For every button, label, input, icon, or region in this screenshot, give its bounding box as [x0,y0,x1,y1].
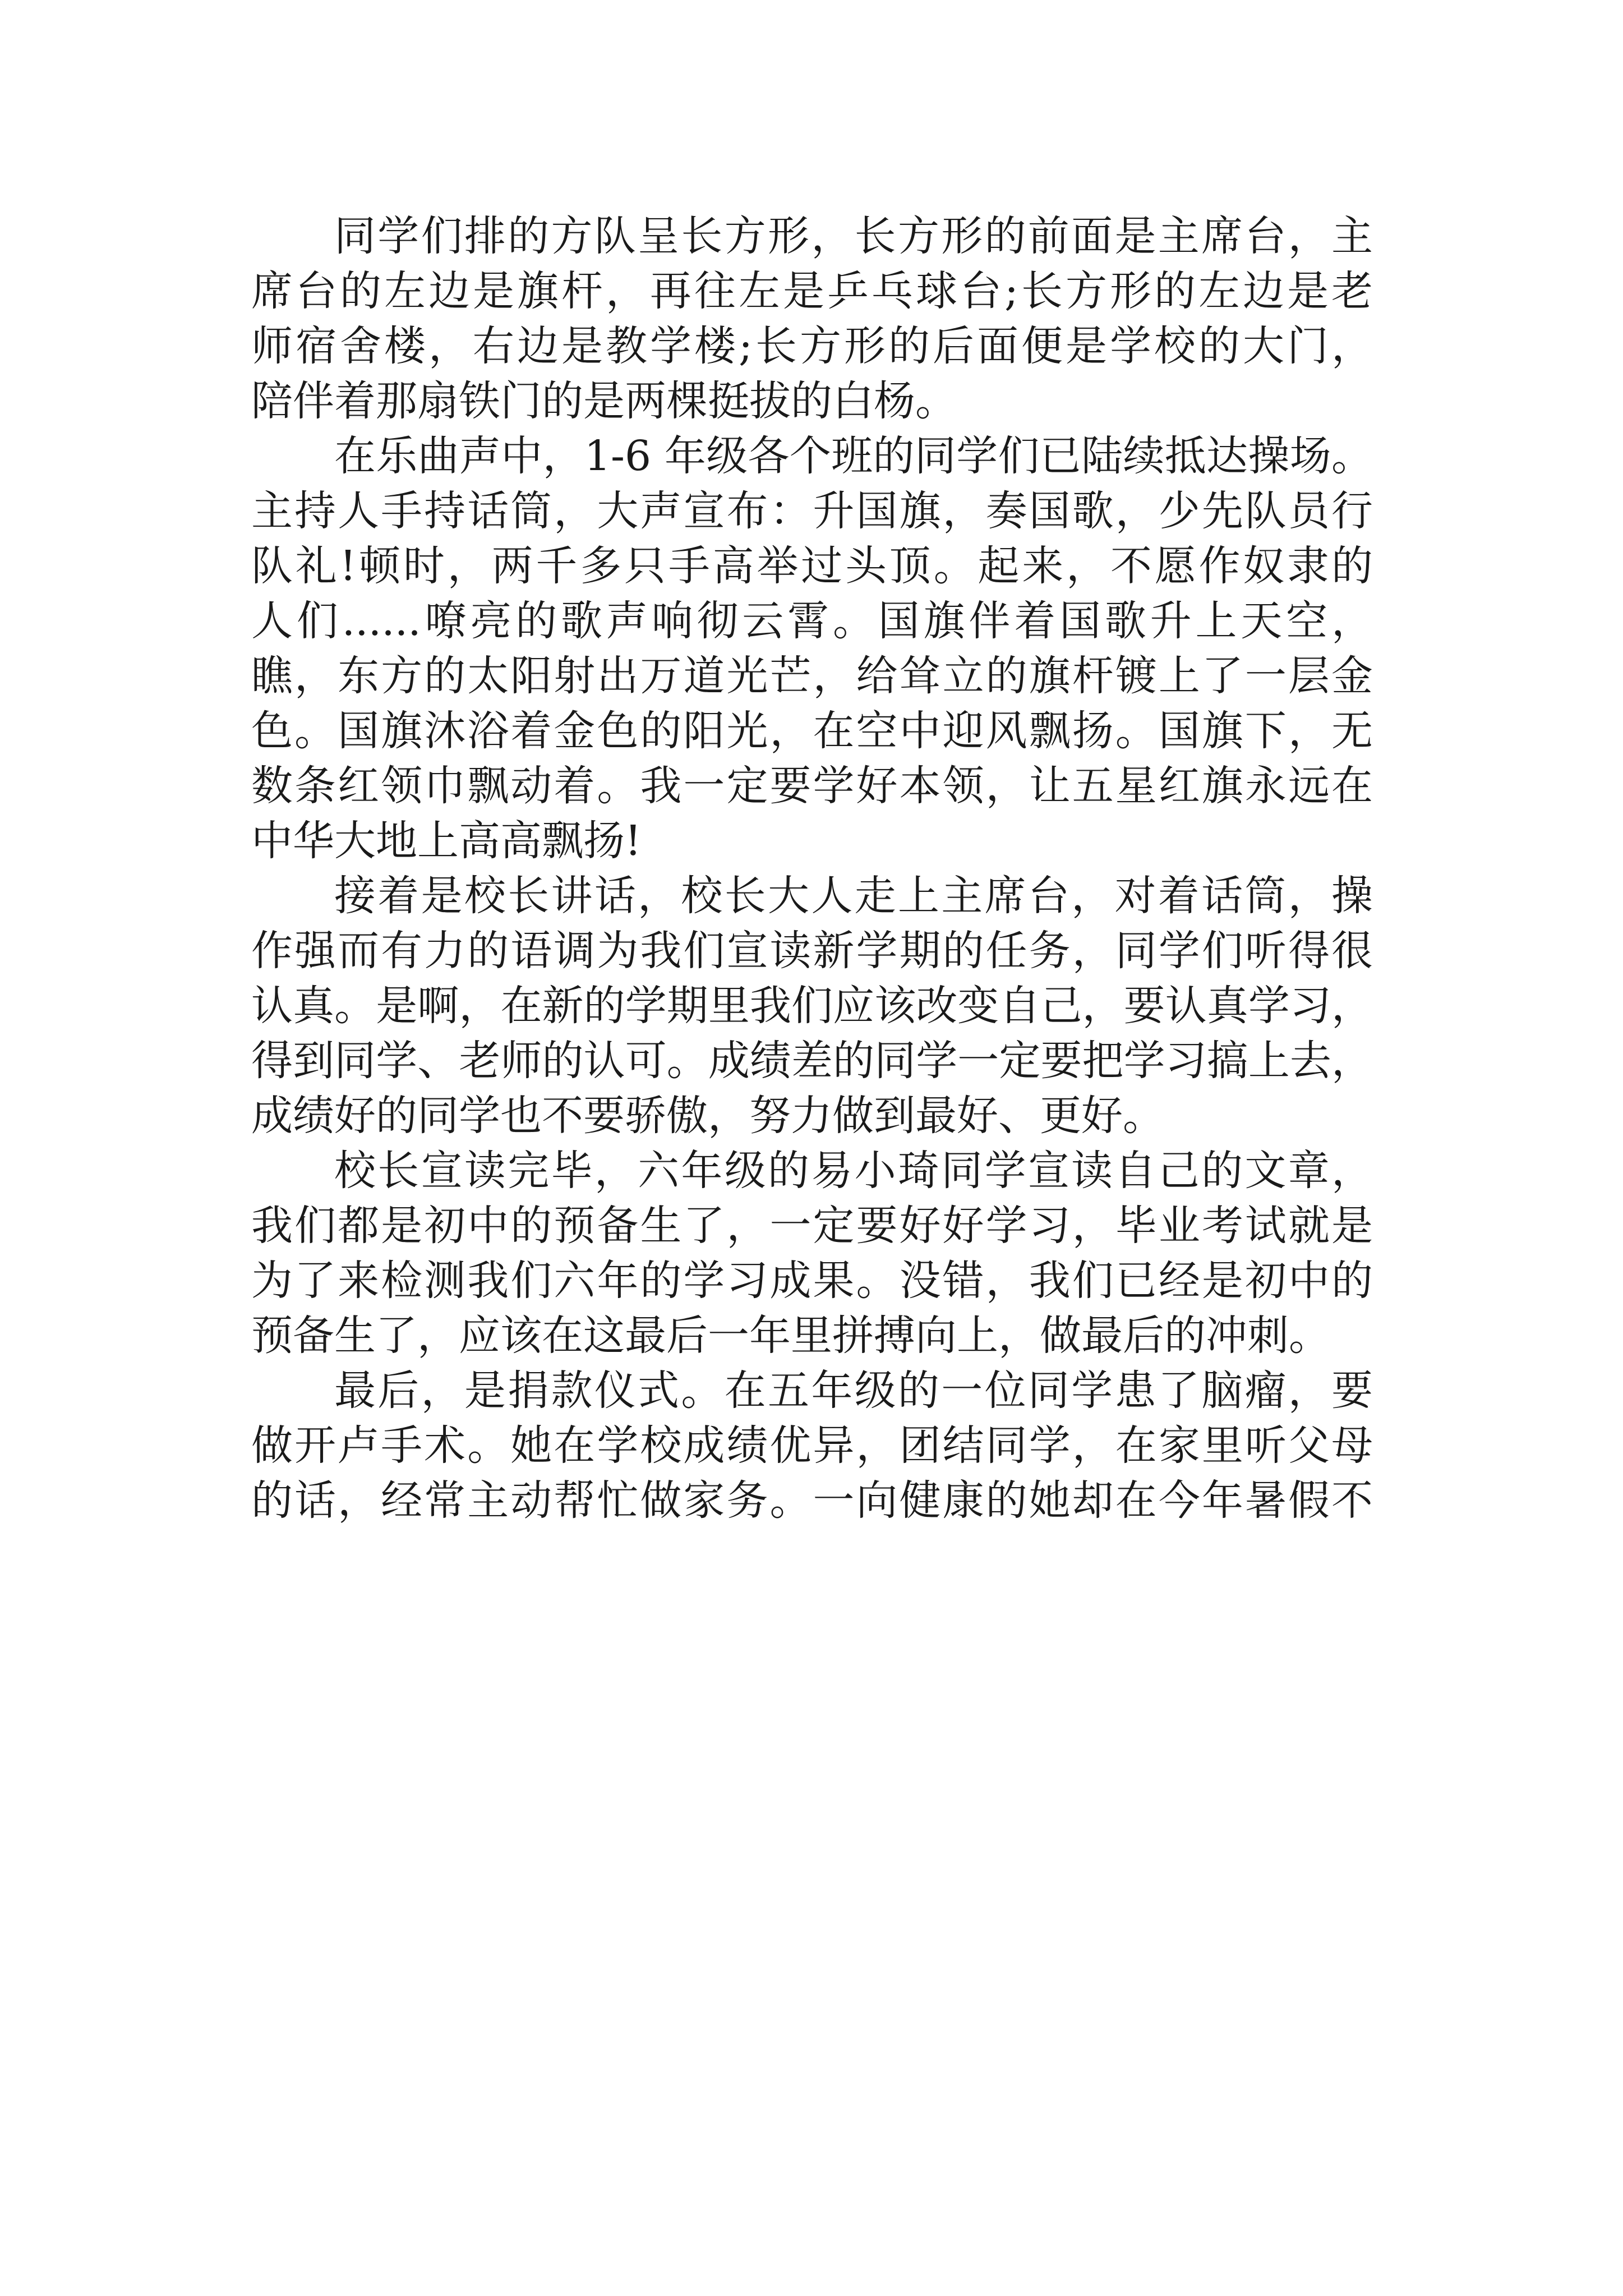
paragraph-1-line-4: 陪伴着那扇铁门的是两棵挺拔的白杨。 [251,377,957,425]
paragraph-2-line-5: 瞧，东方的太阳射出万道光芒，给耸立的旗杆镀上了一层金 [251,652,1373,700]
paragraph-2-line-4: 人们......嘹亮的歌声响彻云霄。国旗伴着国歌升上天空， [251,597,1373,645]
paragraph-1-line-3: 师宿舍楼，右边是教学楼;长方形的后面便是学校的大门， [251,322,1373,370]
paragraph-2-line-6: 色。国旗沐浴着金色的阳光，在空中迎风飘扬。国旗下，无 [251,707,1373,755]
paragraph-3-line-4: 得到同学、老师的认可。成绩差的同学一定要把学习搞上去， [251,1037,1373,1085]
paragraph-2-line-1: 在乐曲声中，1-6 年级各个班的同学们已陆续抵达操场。 [334,432,1373,480]
article-body [251,209,1373,1528]
paragraph-3-line-1: 接着是校长讲话，校长大人走上主席台，对着话筒，操 [334,872,1373,920]
paragraph-2-line-7: 数条红领巾飘动着。我一定要学好本领，让五星红旗永远在 [251,762,1373,810]
paragraph-4-line-2: 我们都是初中的预备生了，一定要好好学习，毕业考试就是 [251,1202,1373,1250]
paragraph-4-line-3: 为了来检测我们六年的学习成果。没错，我们已经是初中的 [251,1257,1373,1305]
paragraph-3-line-2: 作强而有力的语调为我们宣读新学期的任务，同学们听得很 [251,927,1373,975]
paragraph-5-line-1: 最后，是捐款仪式。在五年级的一位同学患了脑瘤，要 [334,1366,1373,1415]
paragraph-2-line-2: 主持人手持话筒，大声宣布：升国旗，奏国歌，少先队员行 [251,487,1373,535]
paragraph-5-line-2: 做开卢手术。她在学校成绩优异，团结同学，在家里听父母 [251,1421,1373,1470]
paragraph-2-line-3: 队礼!顿时，两千多只手高举过头顶。起来，不愿作奴隶的 [251,542,1373,590]
paragraph-4-line-4: 预备生了，应该在这最后一年里拼搏向上，做最后的冲刺。 [251,1312,1330,1360]
paragraph-3-line-5: 成绩好的同学也不要骄傲，努力做到最好、更好。 [251,1092,1164,1140]
paragraph-2-line-8: 中华大地上高高飘扬! [251,817,642,865]
paragraph-1-line-2: 席台的左边是旗杆，再往左是乒乓球台;长方形的左边是老 [251,267,1373,315]
paragraph-1-line-1: 同学们排的方队呈长方形，长方形的前面是主席台，主 [334,212,1373,260]
paragraph-4-line-1: 校长宣读完毕，六年级的易小琦同学宣读自己的文章， [334,1147,1373,1195]
paragraph-3-line-3: 认真。是啊，在新的学期里我们应该改变自己，要认真学习， [251,982,1373,1030]
paragraph-5-line-3: 的话，经常主动帮忙做家务。一向健康的她却在今年暑假不 [251,1476,1373,1525]
